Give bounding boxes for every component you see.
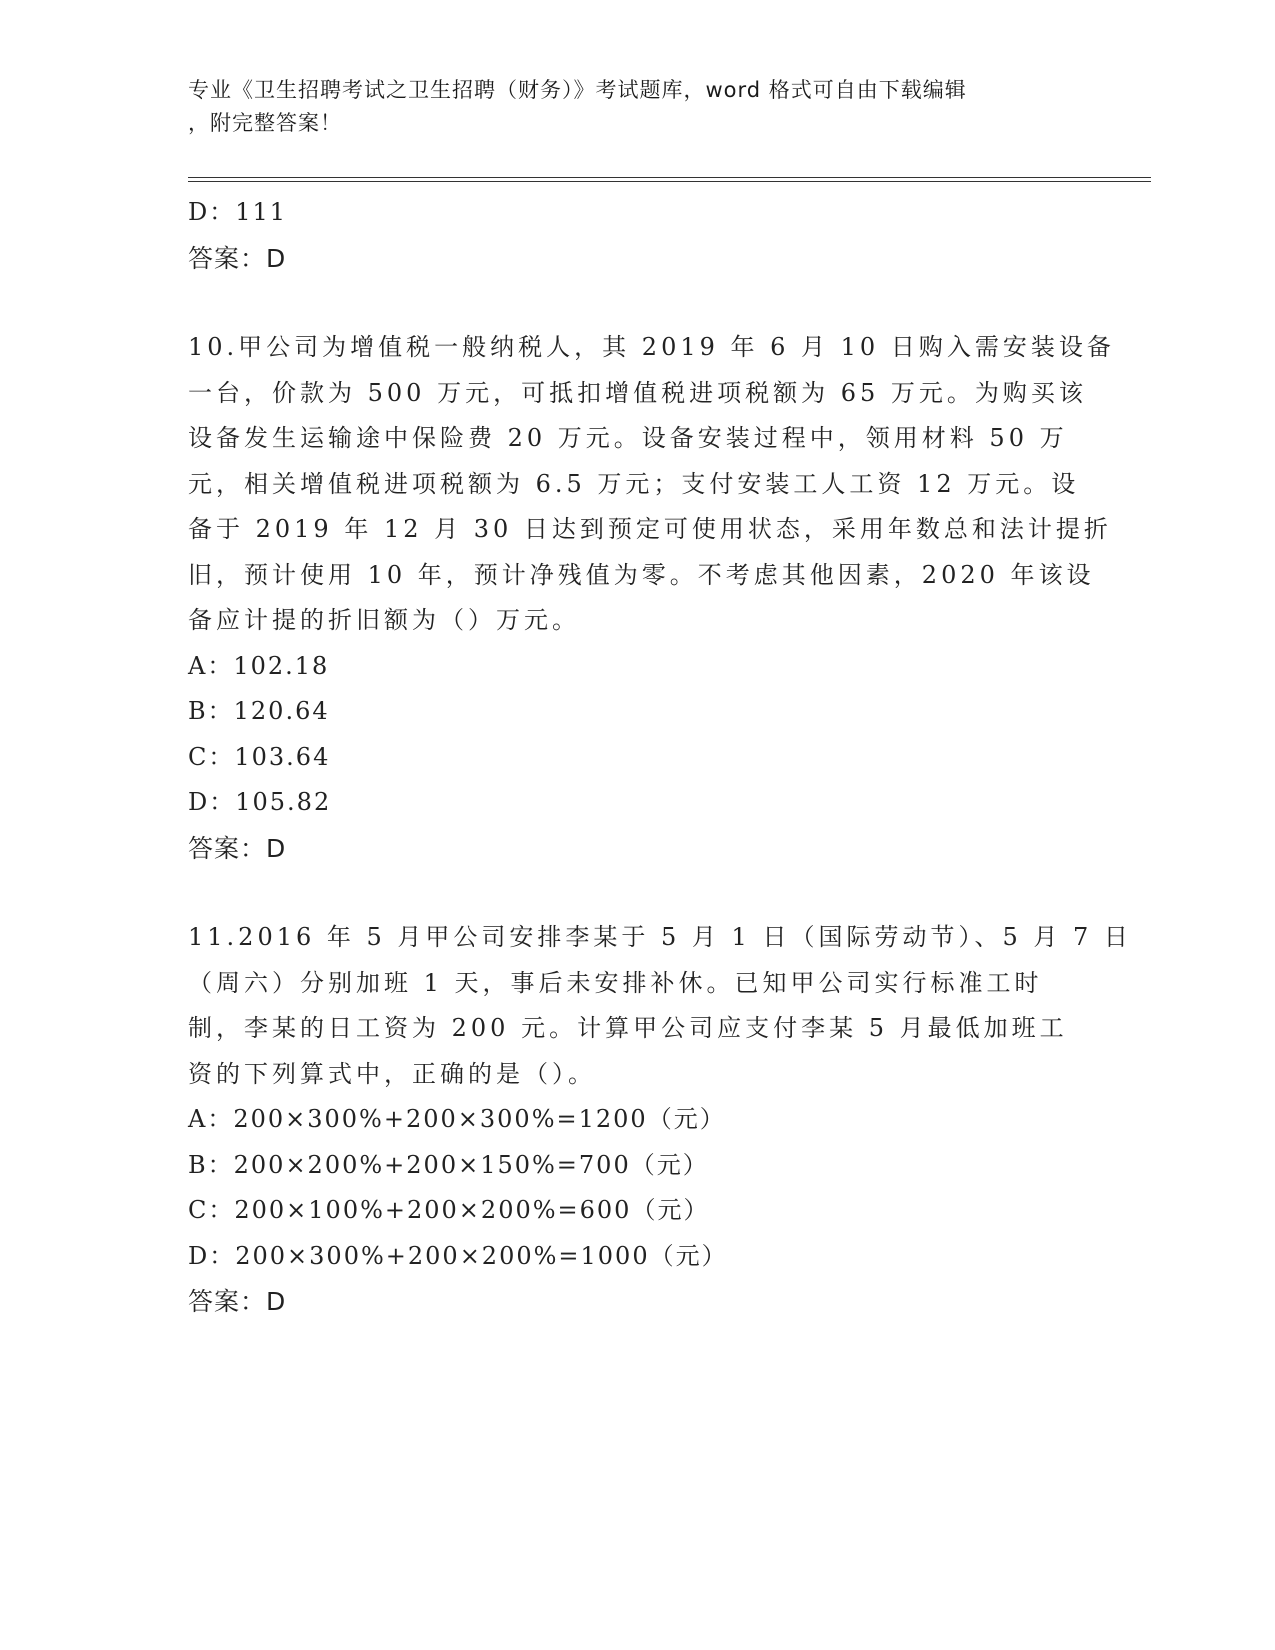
question-spacer xyxy=(188,871,1088,915)
stem-line: 备应计提的折旧额为（）万元。 xyxy=(188,606,580,634)
document-header xyxy=(188,74,1068,140)
option-a: A：102.18 xyxy=(188,651,330,680)
stem-line: 设备发生运输途中保险费 20 万元。设备安装过程中，领用材料 50 万 xyxy=(188,424,1068,452)
stem-line: （周六）分别加班 1 天，事后未安排补休。已知甲公司实行标准工时 xyxy=(188,968,1043,997)
option-c: C：103.64 xyxy=(188,742,331,771)
previous-question-tail xyxy=(188,190,1088,281)
document-body xyxy=(188,190,1132,1325)
header-divider-bottom xyxy=(188,181,1151,182)
stem-line: 资的下列算式中，正确的是（）。 xyxy=(188,1059,596,1088)
stem-line: 一台，价款为 500 万元，可抵扣增值税进项税额为 65 万元。为购买该 xyxy=(188,378,1087,407)
option-b: B：200×200%+200×150%=700（元） xyxy=(188,1150,709,1179)
option-b: B：120.64 xyxy=(188,697,330,725)
header-divider-top xyxy=(188,177,1151,178)
header-title-line-1: 专业《卫生招聘考试之卫生招聘（财务）》考试题库，word 格式可自由下载编辑 xyxy=(188,78,967,102)
question-stem xyxy=(188,915,1132,1097)
stem-line: 旧，预计使用 10 年，预计净残值为零。不考虑其他因素，2020 年该设 xyxy=(188,560,1095,589)
answer-line: 答案：D xyxy=(188,243,287,273)
question-10 xyxy=(188,325,1115,871)
answer-line: 答案：D xyxy=(188,1287,287,1316)
stem-line: 制，李某的日工资为 200 元。计算甲公司应支付李某 5 月最低加班工 xyxy=(188,1014,1068,1042)
option-d: D：200×300%+200×200%=1000（元） xyxy=(188,1241,728,1270)
question-stem xyxy=(188,325,1115,644)
question-spacer xyxy=(188,281,1088,325)
option-a: A：200×300%+200×300%=1200（元） xyxy=(188,1105,726,1133)
answer-line: 答案：D xyxy=(188,833,287,863)
stem-line: 10.甲公司为增值税一般纳税人，其 2019 年 6 月 10 日购入需安装设备 xyxy=(188,333,1115,361)
option-d: D：105.82 xyxy=(188,788,332,816)
stem-line: 元，相关增值税进项税额为 6.5 万元；支付安装工人工资 12 万元。设 xyxy=(188,469,1080,498)
option-d: D：111 xyxy=(188,198,288,226)
question-11 xyxy=(188,915,1132,1325)
stem-line: 11.2016 年 5 月甲公司安排李某于 5 月 1 日（国际劳动节）、5 月 7 日 xyxy=(188,923,1132,951)
stem-line: 备于 2019 年 12 月 30 日达到预定可使用状态，采用年数总和法计提折 xyxy=(188,515,1112,543)
header-title-line-2: ，附完整答案！ xyxy=(188,111,342,135)
option-c: C：200×100%+200×200%=600（元） xyxy=(188,1196,710,1224)
